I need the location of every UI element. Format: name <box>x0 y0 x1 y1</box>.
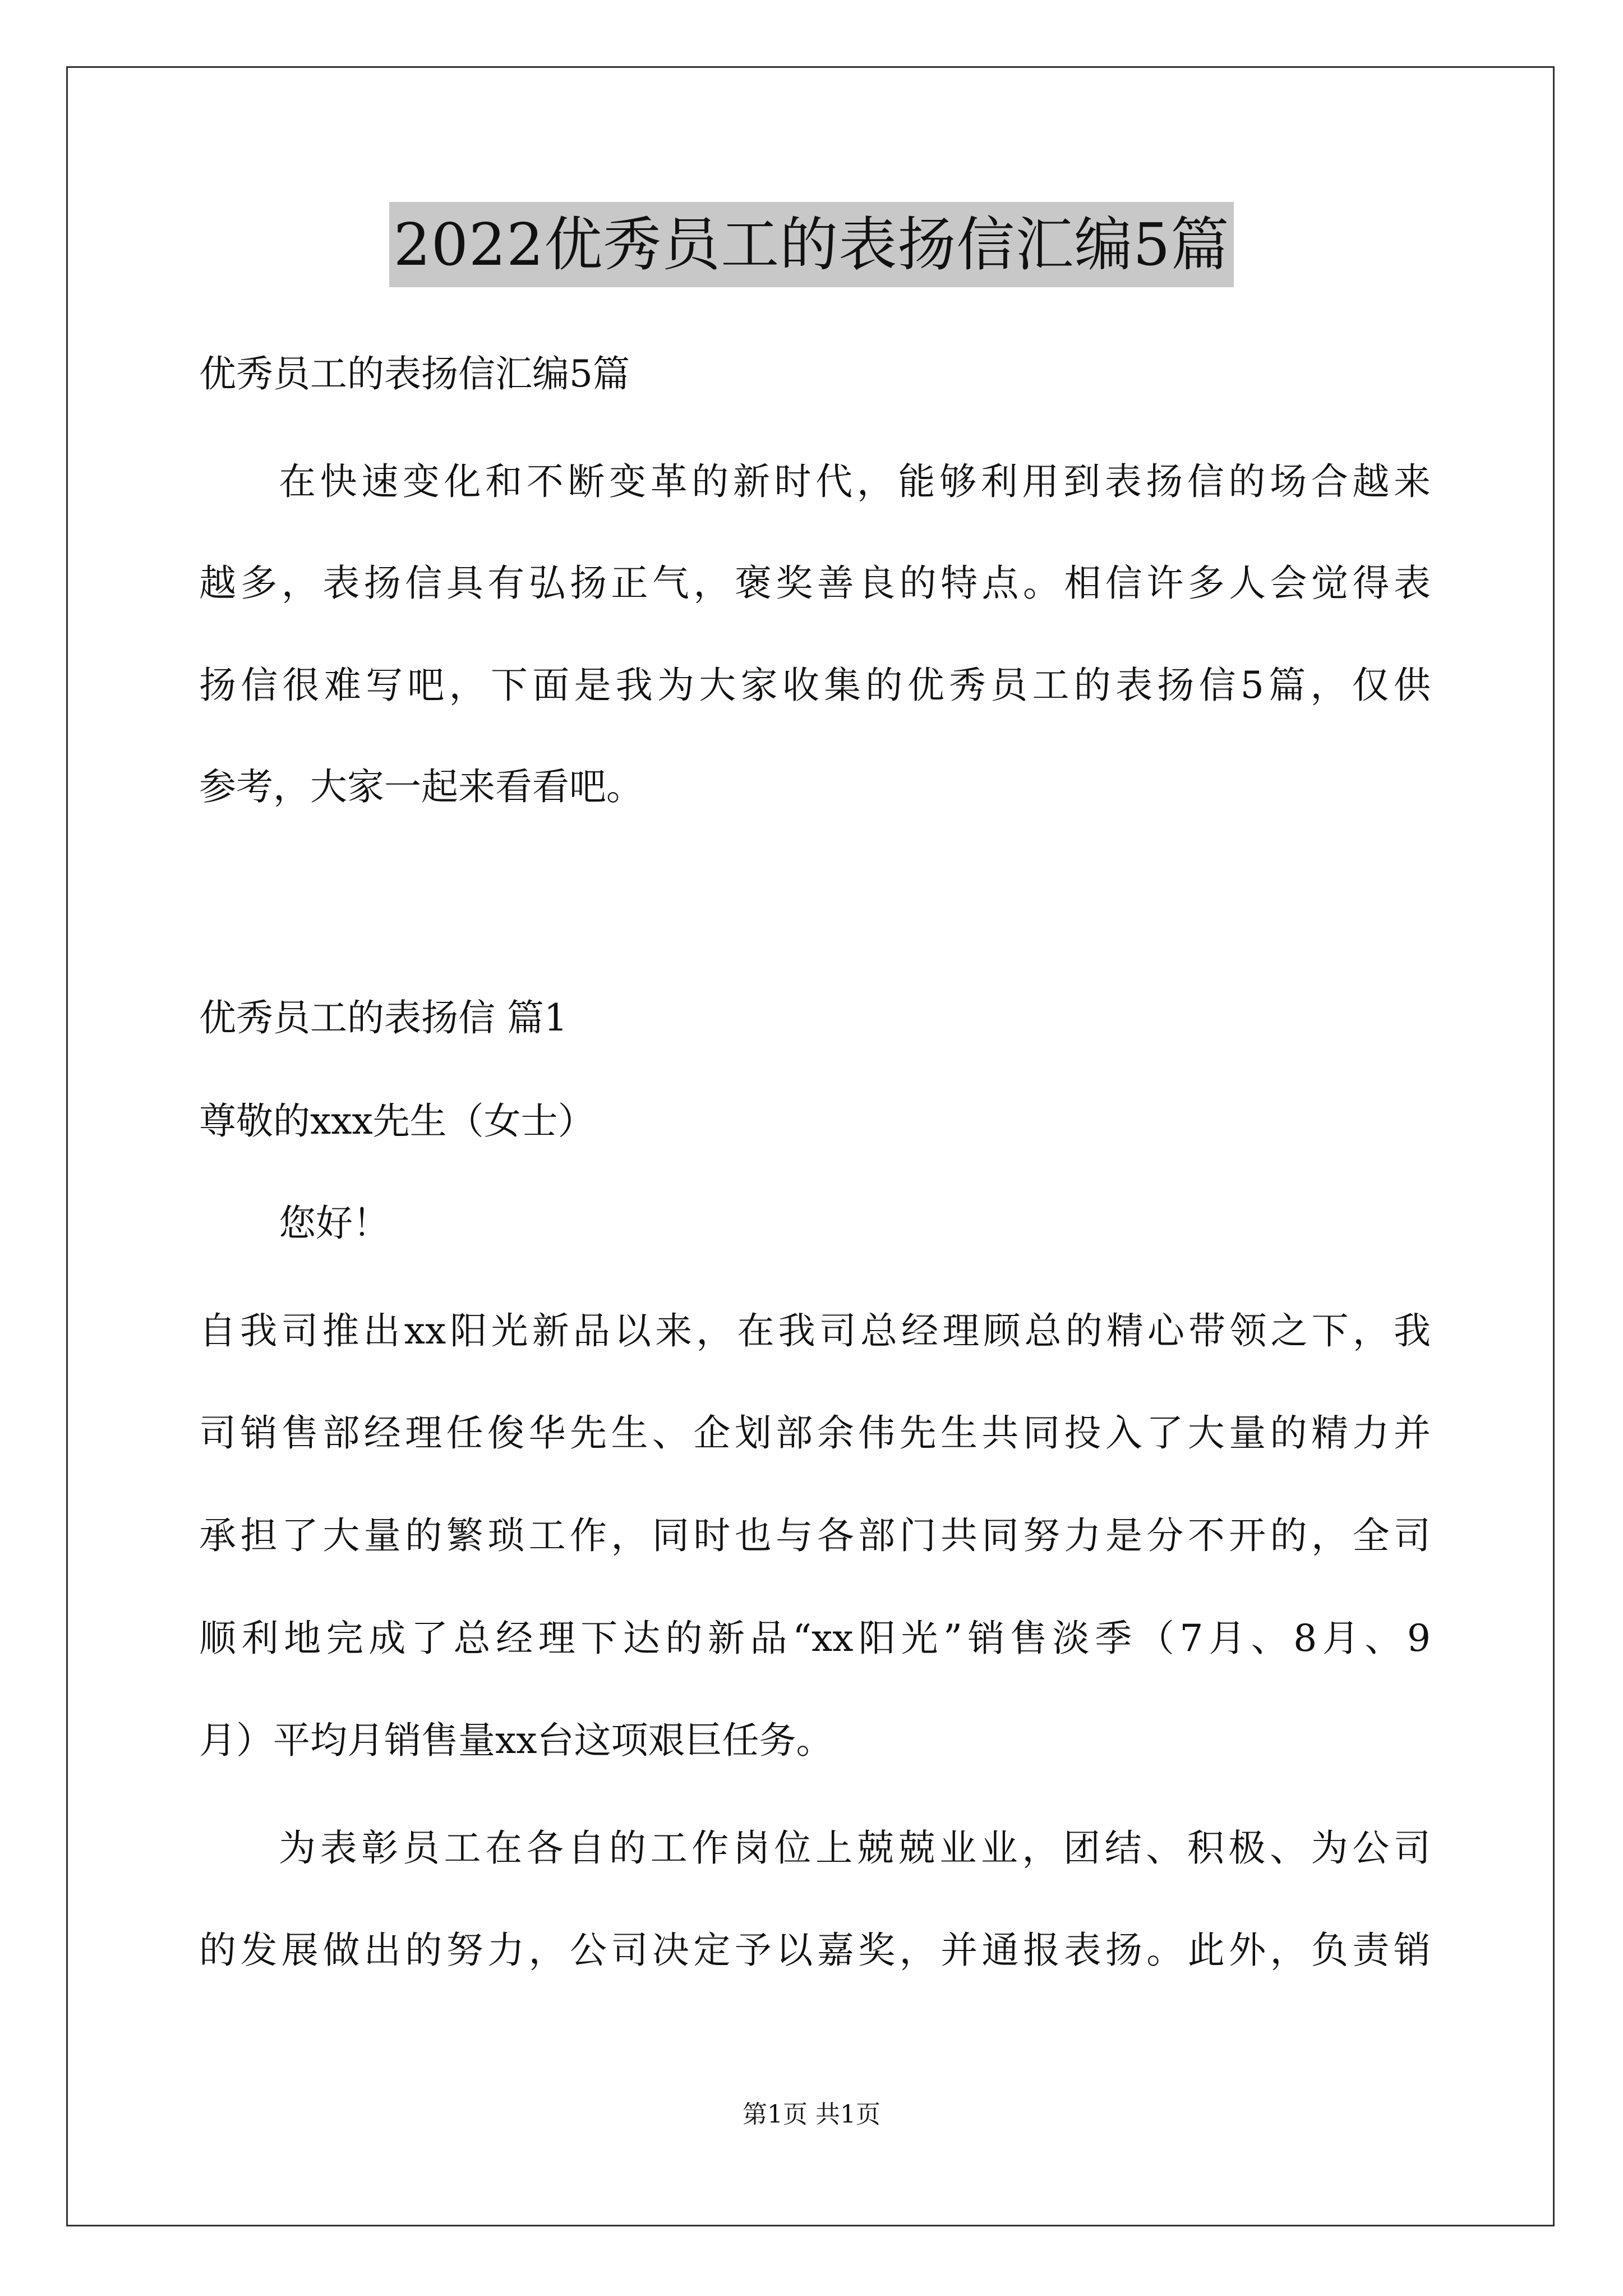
body1-line-1: 自我司推出xx阳光新品以来，在我司总经理顾总的精心带领之下，我 <box>199 1309 1431 1352</box>
greeting: 您好！ <box>279 1202 390 1245</box>
salutation: 尊敬的xxx先生（女士） <box>199 1099 595 1143</box>
page-footer: 第1页 共1页 <box>743 2100 880 2129</box>
body1-line-2: 司销售部经理任俊华先生、企划部余伟先生共同投入了大量的精力并 <box>199 1411 1431 1455</box>
title-wrap <box>0 202 1623 287</box>
body1-line-4: 顺利地完成了总经理下达的新品“xx阳光”销售淡季（7月、8月、9 <box>199 1617 1431 1660</box>
section-heading: 优秀员工的表扬信 篇1 <box>199 996 568 1039</box>
body1-line-5: 月）平均月销售量xx台这项艰巨任务。 <box>199 1719 833 1762</box>
body1-line-3: 承担了大量的繁琐工作，同时也与各部门共同努力是分不开的，全司 <box>199 1514 1431 1557</box>
document-title: 2022优秀员工的表扬信汇编5篇 <box>389 202 1234 287</box>
intro-line-2: 越多，表扬信具有弘扬正气，褒奖善良的特点。相信许多人会觉得表 <box>199 562 1431 605</box>
body2-line-1: 为表彰员工在各自的工作岗位上兢兢业业，团结、积极、为公司 <box>279 1826 1431 1870</box>
body2-line-2: 的发展做出的努力，公司决定予以嘉奖，并通报表扬。此外，负责销 <box>199 1929 1431 1972</box>
intro-line-1: 在快速变化和不断变革的新时代，能够利用到表扬信的场合越来 <box>279 460 1431 503</box>
intro-line-3: 扬信很难写吧，下面是我为大家收集的优秀员工的表扬信5篇，仅供 <box>199 664 1431 707</box>
document-subtitle: 优秀员工的表扬信汇编5篇 <box>199 352 630 395</box>
intro-line-4: 参考，大家一起来看看吧。 <box>199 765 643 808</box>
